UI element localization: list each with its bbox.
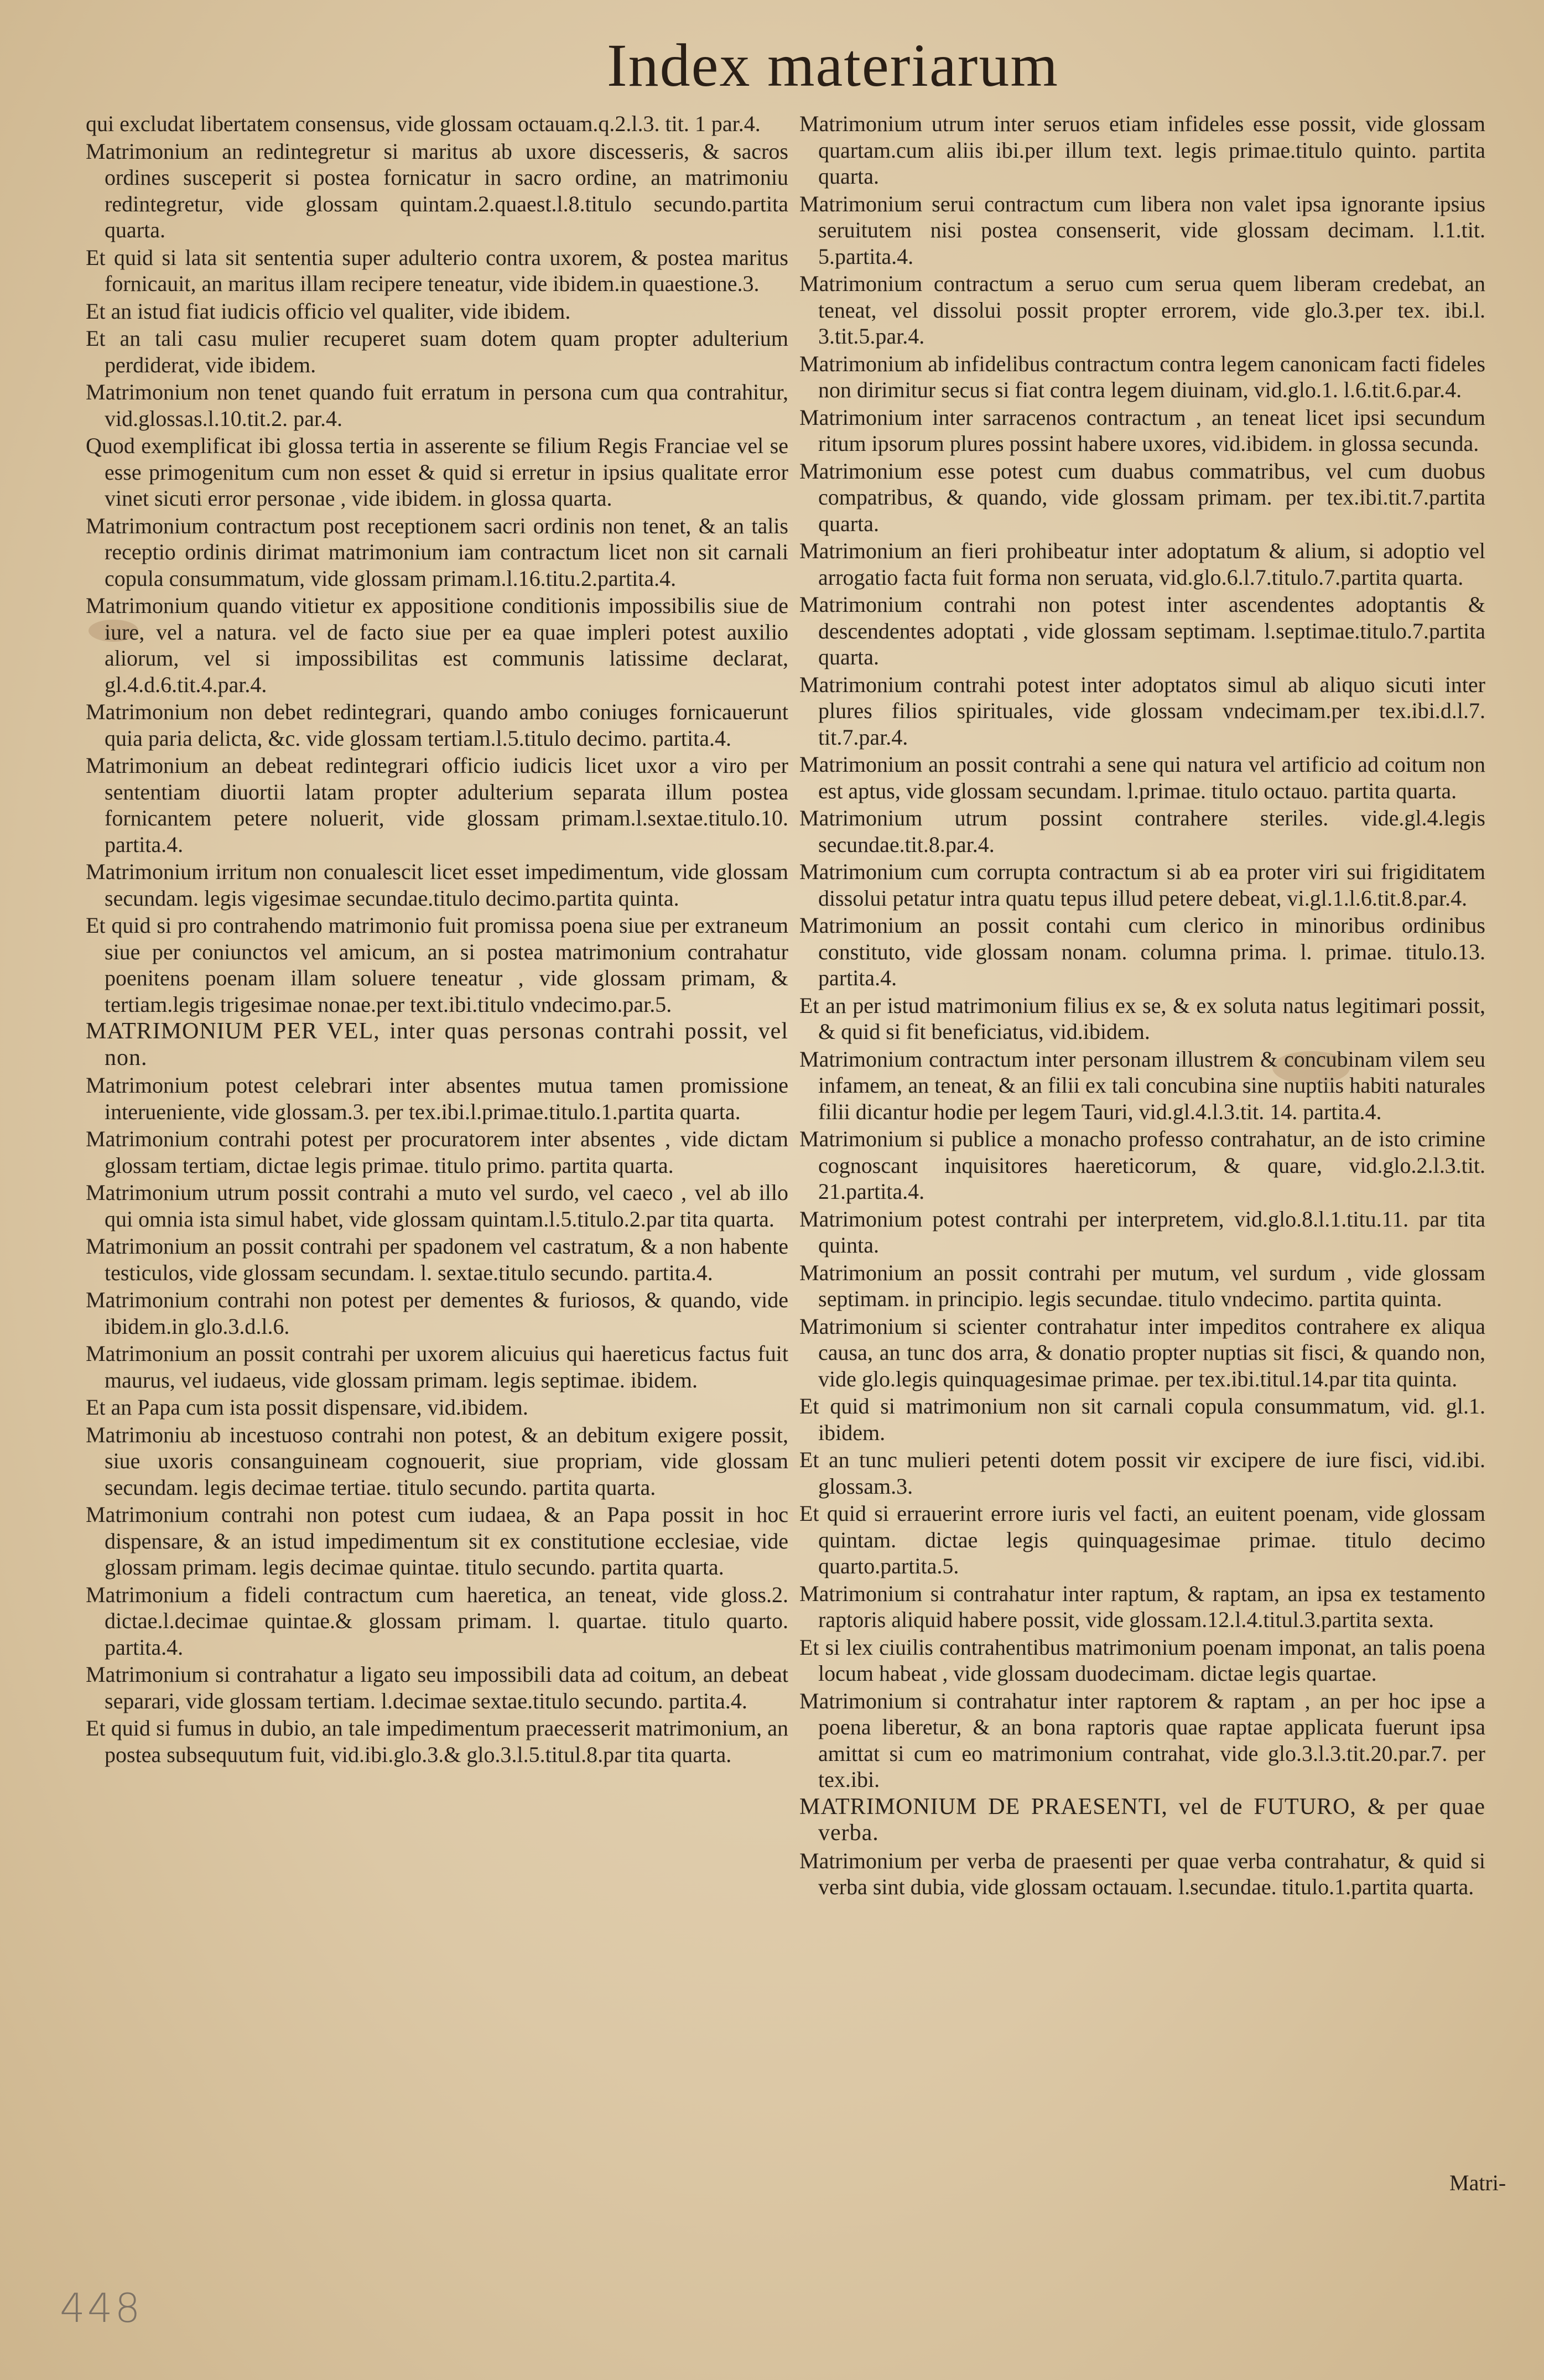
section-heading: MATRIMONIUM PER VEL, inter quas personas contrahi possit, vel non. [86, 1018, 788, 1071]
right-column [799, 111, 1485, 1901]
index-entry: Matrimonium an debeat redintegrari officio iudicis licet uxor a viro per sententiam diuortii latam propter adulterium separata illum postea fornicantem petere noluerit, vide glossam primam.l.sextae.titulo.10. partita.4. [86, 753, 788, 857]
index-entry: Matrimonium si contrahatur inter raptorem & raptam , an per hoc ipse a poena liberetur, & an bona raptoris quae raptae applicata fuerunt ipsa amittat si cum eo matrimonium contrahat, vide glo.3.l.3.tit.20.par.7. per tex.ibi. [799, 1688, 1485, 1792]
index-entry: Matrimonium contrahi non potest inter ascendentes adoptantis & descendentes adoptati , vide glossam septimam. l.septimae.titulo.7.partita quarta. [799, 592, 1485, 669]
index-entry: Et quid si matrimonium non sit carnali copula consummatum, vid. gl.1. ibidem. [799, 1394, 1485, 1445]
index-entry: Matrimonium si publice a monacho professo contrahatur, an de isto crimine cognoscant inquisitores haereticorum, & quare, vid.glo.2.l.3.tit. 21.partita.4. [799, 1126, 1485, 1204]
index-entry: Matrimonium an fieri prohibeatur inter adoptatum & alium, si adoptio vel arrogatio facta fuit forma non seruata, vid.glo.6.l.7.titulo.7.partita quarta. [799, 538, 1485, 590]
index-entry: Matrimonium contrahi potest inter adoptatos simul ab aliquo sicuti inter plures filios spirituales, vide glossam vndecimam.per tex.ibi.d.l.7. tit.7.par.4. [799, 672, 1485, 750]
catchword: Matri- [1449, 2170, 1506, 2195]
index-entry: Et an per istud matrimonium filius ex se, & ex soluta natus legitimari possit, & quid si fit beneficiatus, vid.ibidem. [799, 992, 1485, 1044]
index-entry: qui excludat libertatem consensus, vide glossam octauam.q.2.l.3. tit. 1 par.4. [86, 111, 761, 136]
index-entry: Matrimonium ab infidelibus contractum contra legem canonicam facti fideles non dirimitur secus si fiat contra legem diuinam, vid.glo.1. l.6.tit.6.par.4. [799, 351, 1485, 402]
index-entry: Matrimonium contrahi non potest per dementes & furiosos, & quando, vide ibidem.in glo.3.d.l.6. [86, 1287, 788, 1339]
index-entry: Matrimonium utrum inter seruos etiam infideles esse possit, vide glossam quartam.cum aliis ibi.per illum text. legis primae.titulo quinto. partita quarta. [799, 111, 1485, 189]
index-entry: Matrimonium an possit contrahi a sene qui natura vel artificio ad coitum non est aptus, vide glossam secundam. l.primae. titulo octauo. partita quarta. [799, 752, 1485, 803]
index-entry: Et an istud fiat iudicis officio vel qualiter, vide ibidem. [86, 298, 571, 324]
index-entry: Et si lex ciuilis contrahentibus matrimonium poenam imponat, an talis poena locum habeat , vide glossam duodecimam. dictae legis quartae. [799, 1634, 1485, 1686]
index-entry: Matrimonium inter sarracenos contractum , an teneat licet ipsi secundum ritum ipsorum plures possint habere uxores, vid.ibidem. in glossa secunda. [799, 404, 1485, 456]
index-entry: Et an tali casu mulier recuperet suam dotem quam propter adulterium perdiderat, vide ibidem. [86, 326, 788, 377]
section-heading: MATRIMONIUM DE PRAESENTI, vel de FUTURO, & per quae verba. [799, 1794, 1485, 1846]
index-entry: Matrimonium esse potest cum duabus commatribus, vel cum duobus compatribus, & quando, vide glossam primam. per tex.ibi.tit.7.partita quarta. [799, 458, 1485, 536]
index-entry: Matrimonium an possit contrahi per mutum, vel surdum , vide glossam septimam. in principio. legis secundae. titulo vndecimo. partita quinta. [799, 1260, 1485, 1311]
index-entry: Matrimonium contractum inter personam illustrem & concubinam vilem seu infamem, an teneat, & an filii ex tali concubina sine nuptiis habiti naturales filii dicantur hodie per legem Tauri, vid.gl.4.l.3.tit. 14. partita.4. [799, 1046, 1485, 1124]
index-entry: Matrimonium cum corrupta contractum si ab ea proter viri sui frigiditatem dissolui petatur intra quatu tepus illud petere debeat, vi.gl.1.l.6.tit.8.par.4. [799, 859, 1485, 911]
index-entry: Matrimonium si contrahatur inter raptum, & raptam, an ipsa ex testamento raptoris aliquid habere possit, vide glossam.12.l.4.titul.3.partita sexta. [799, 1581, 1485, 1632]
running-header [0, 30, 1544, 101]
index-entry: Matrimonium utrum possit contrahi a muto vel surdo, vel caeco , vel ab illo qui omnia ista simul habet, vide glossam quintam.l.5.titulo.2.par tita quarta. [86, 1180, 788, 1231]
index-entry: Matrimonium quando vitietur ex appositione conditionis impossibilis siue de iure, vel a natura. vel de facto siue per ea quae impleri potest auxilio aliorum, vel si impossibilitas est communis latissime declarat, gl.4.d.6.tit.4.par.4. [86, 593, 788, 697]
index-entry: Matrimonium potest celebrari inter absentes mutua tamen promissione interueniente, vide glossam.3. per tex.ibi.l.primae.titulo.1.partita quarta. [86, 1073, 788, 1124]
index-entry: Matrimonium an possit contrahi per uxorem alicuius qui haereticus factus fuit maurus, vel iudaeus, vide glossam primam. legis septimae. ibidem. [86, 1341, 788, 1392]
index-entry: Matrimonium an redintegretur si maritus ab uxore discesseris, & sacros ordines susceperit si postea fornicatur in sacro ordine, an matrimoniu redintegretur, vide glossam quintam.2.quaest.l.8.titulo secundo.partita quarta. [86, 138, 788, 242]
folio-number: 448 [60, 2285, 143, 2331]
index-entry: Matrimonium contrahi potest per procuratorem inter absentes , vide dictam glossam tertiam, dictae legis primae. titulo primo. partita quarta. [86, 1126, 788, 1178]
index-entry: Matrimonium per verba de praesenti per quae verba contrahatur, & quid si verba sint dubia, vide glossam octauam. l.secundae. titulo.1.partita quarta. [799, 1848, 1485, 1899]
index-entry: Matrimonium contractum post receptionem sacri ordinis non tenet, & an talis receptio ordinis dirimat matrimonium iam contractum licet non sit carnali copula consummatum, vide glossam primam.l.16.titu.2.partita.4. [86, 513, 788, 591]
index-entry: Matrimonium utrum possint contrahere steriles. vide.gl.4.legis secundae.tit.8.par.4. [799, 806, 1485, 857]
index-entry: Matrimonium irritum non conualescit licet esset impedimentum, vide glossam secundam. legis vigesimae secundae.titulo decimo.partita quinta. [86, 859, 788, 911]
index-entry: Et quid si pro contrahendo matrimonio fuit promissa poena siue per extraneum siue per coniunctos vel amicum, an si postea matrimonium contrahatur poenitens poenam illam soluere teneatur , vide glossam primam, & tertiam.legis trigesimae nonae.per text.ibi.titulo vndecimo.par.5. [86, 913, 788, 1017]
index-entry: Et quid si lata sit sententia super adulterio contra uxorem, & postea maritus fornicauit, an maritus illam recipere teneatur, vide ibidem.in quaestione.3. [86, 245, 788, 296]
index-entry: Matrimonium contrahi non potest cum iudaea, & an Papa possit in hoc dispensare, & an istud impedimentum sit ex constitutione ecclesiae, vide glossam primam. legis decimae quintae. titulo secundo. partita quarta. [86, 1502, 788, 1579]
index-entry: Matrimonium a fideli contractum cum haeretica, an teneat, vide gloss.2. dictae.l.decimae quintae.& glossam primam. l. quartae. titulo quarto. partita.4. [86, 1582, 788, 1660]
index-entry: Et an tunc mulieri petenti dotem possit vir excipere de iure fisci, vid.ibi. glossam.3. [799, 1447, 1485, 1499]
index-entry: Matrimonium an possit contahi cum clerico in minoribus ordinibus constituto, vide glossam nonam. columna prima. l. primae. titulo.13. partita.4. [799, 913, 1485, 990]
index-entry: Matrimonium non tenet quando fuit erratum in persona cum qua contrahitur, vid.glossas.l.10.tit.2. par.4. [86, 380, 788, 431]
index-entry: Et quid si errauerint errore iuris vel facti, an euitent poenam, vide glossam quintam. dictae legis quinquagesimae primae. titulo decimo quarto.partita.5. [799, 1501, 1485, 1578]
index-entry: Matrimonium non debet redintegrari, quando ambo coniuges fornicauerunt quia paria delicta, &c. vide glossam tertiam.l.5.titulo decimo. partita.4. [86, 699, 788, 751]
index-entry: Matrimonium contractum a seruo cum serua quem liberam credebat, an teneat, vel dissolui possit propter errorem, vide glo.3.per tex. ibi.l. 3.tit.5.par.4. [799, 271, 1485, 349]
page-title: Index materiarum [607, 32, 1059, 99]
index-entry: Matrimoniu ab incestuoso contrahi non potest, & an debitum exigere possit, siue uxoris consanguineam cognouerit, siue propriam, vide glossam secundam. legis decimae tertiae. titulo secundo. partita quarta. [86, 1422, 788, 1500]
left-column [86, 111, 788, 1769]
index-entry: Quod exemplificat ibi glossa tertia in asserente se filium Regis Franciae vel se esse primogenitum cum non esset & quid si erretur in ipsius qualitate error vinet sicuti error personae , vide ibidem. in glossa quarta. [86, 433, 788, 511]
index-entry: Matrimonium si scienter contrahatur inter impeditos contrahere ex aliqua causa, an tunc dos arra, & donatio propter nuptias sit fisci, & quando non, vide glo.legis quinquagesimae primae. per tex.ibi.titul.14.par tita quinta. [799, 1313, 1485, 1391]
index-entry: Matrimonium potest contrahi per interpretem, vid.glo.8.l.1.titu.11. par tita quinta. [799, 1206, 1485, 1257]
index-entry: Et an Papa cum ista possit dispensare, vid.ibidem. [86, 1395, 528, 1420]
index-entry: Matrimonium si contrahatur a ligato seu impossibili data ad coitum, an debeat separari, vide glossam tertiam. l.decimae sextae.titulo secundo. partita.4. [86, 1662, 788, 1713]
index-entry: Matrimonium an possit contrahi per spadonem vel castratum, & a non habente testiculos, vide glossam secundam. l. sextae.titulo secundo. partita.4. [86, 1234, 788, 1285]
index-entry: Et quid si fumus in dubio, an tale impedimentum praecesserit matrimonium, an postea subsequutum fuit, vid.ibi.glo.3.& glo.3.l.5.titul.8.par tita quarta. [86, 1716, 788, 1767]
index-entry: Matrimonium serui contractum cum libera non valet ipsa ignorante ipsius seruitutem nisi postea consenserit, vide glossam decimam. l.1.tit. 5.partita.4. [799, 191, 1485, 269]
